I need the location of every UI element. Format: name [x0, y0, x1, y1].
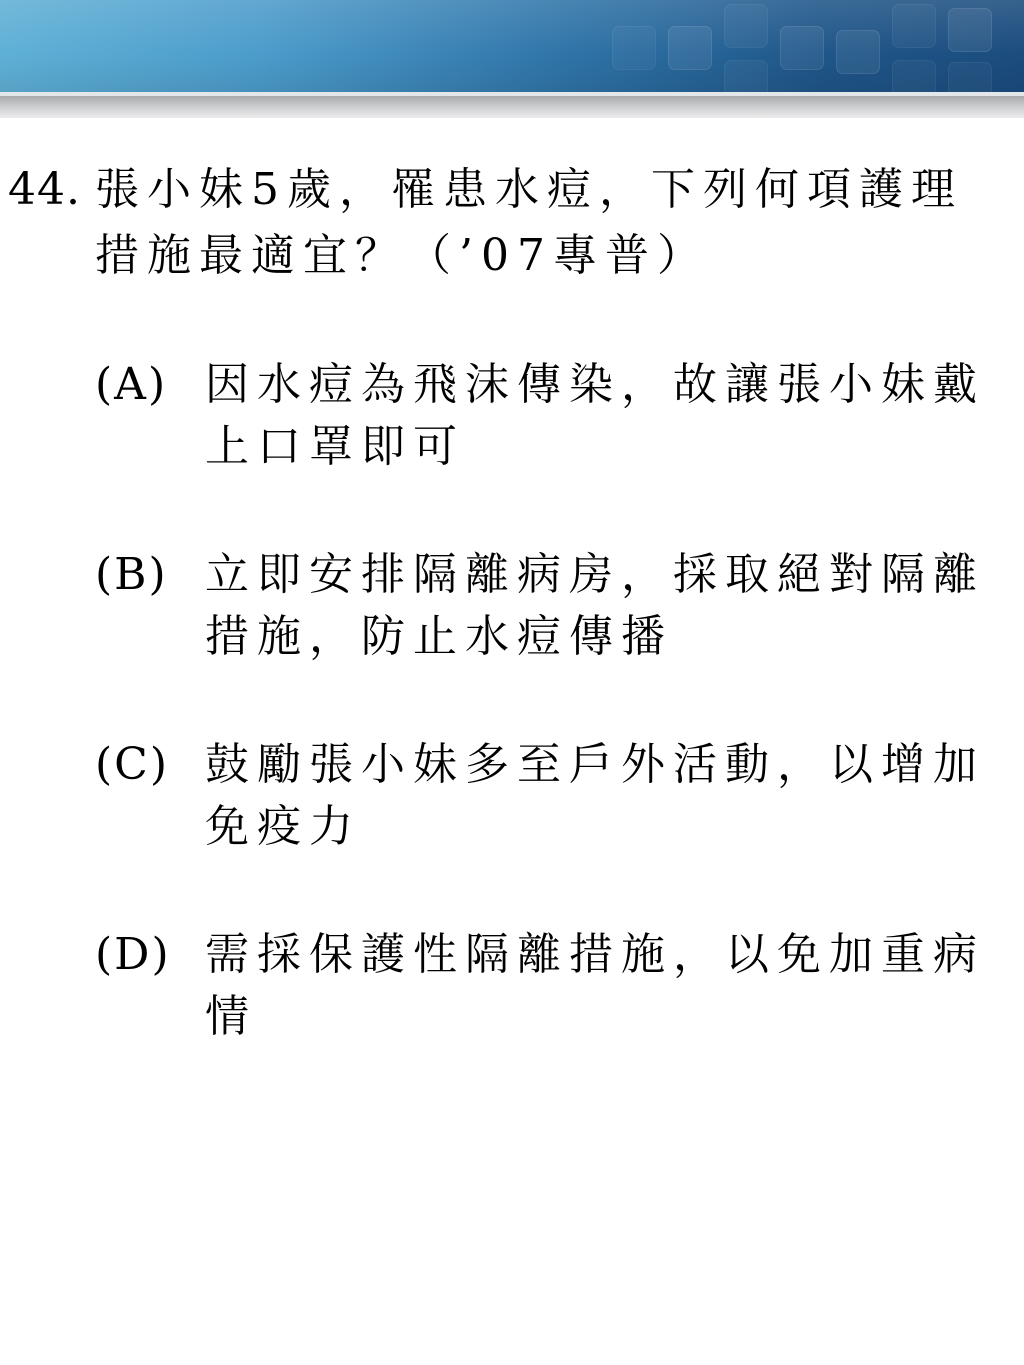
- option-text: 鼓勵張小妹多至戶外活動，以增加免疫力: [205, 739, 985, 852]
- option-c: [95, 734, 1005, 858]
- option-text: 立即安排隔離病房，採取絕對隔離措施，防止水痘傳播: [205, 549, 985, 662]
- header-silver-band: [0, 96, 1024, 118]
- option-text: 因水痘為飛沫傳染，故讓張小妹戴上口罩即可: [205, 359, 985, 472]
- option-label: (C): [95, 739, 169, 790]
- option-d: [95, 924, 1005, 1048]
- slide-header-bar: [0, 0, 1024, 92]
- option-b: [95, 544, 1005, 668]
- option-label: (D): [95, 929, 171, 980]
- option-label: (A): [95, 359, 168, 410]
- answer-options: [95, 354, 1005, 1114]
- question-number: 44.: [8, 164, 81, 215]
- option-label: (B): [95, 549, 168, 600]
- option-text: 需採保護性隔離措施，以免加重病情: [205, 929, 985, 1042]
- option-a: [95, 354, 1005, 478]
- header-shade: [0, 0, 1024, 92]
- question-text: 張小妹5歲，罹患水痘，下列何項護理措施最適宜？（’07專普）: [95, 164, 963, 281]
